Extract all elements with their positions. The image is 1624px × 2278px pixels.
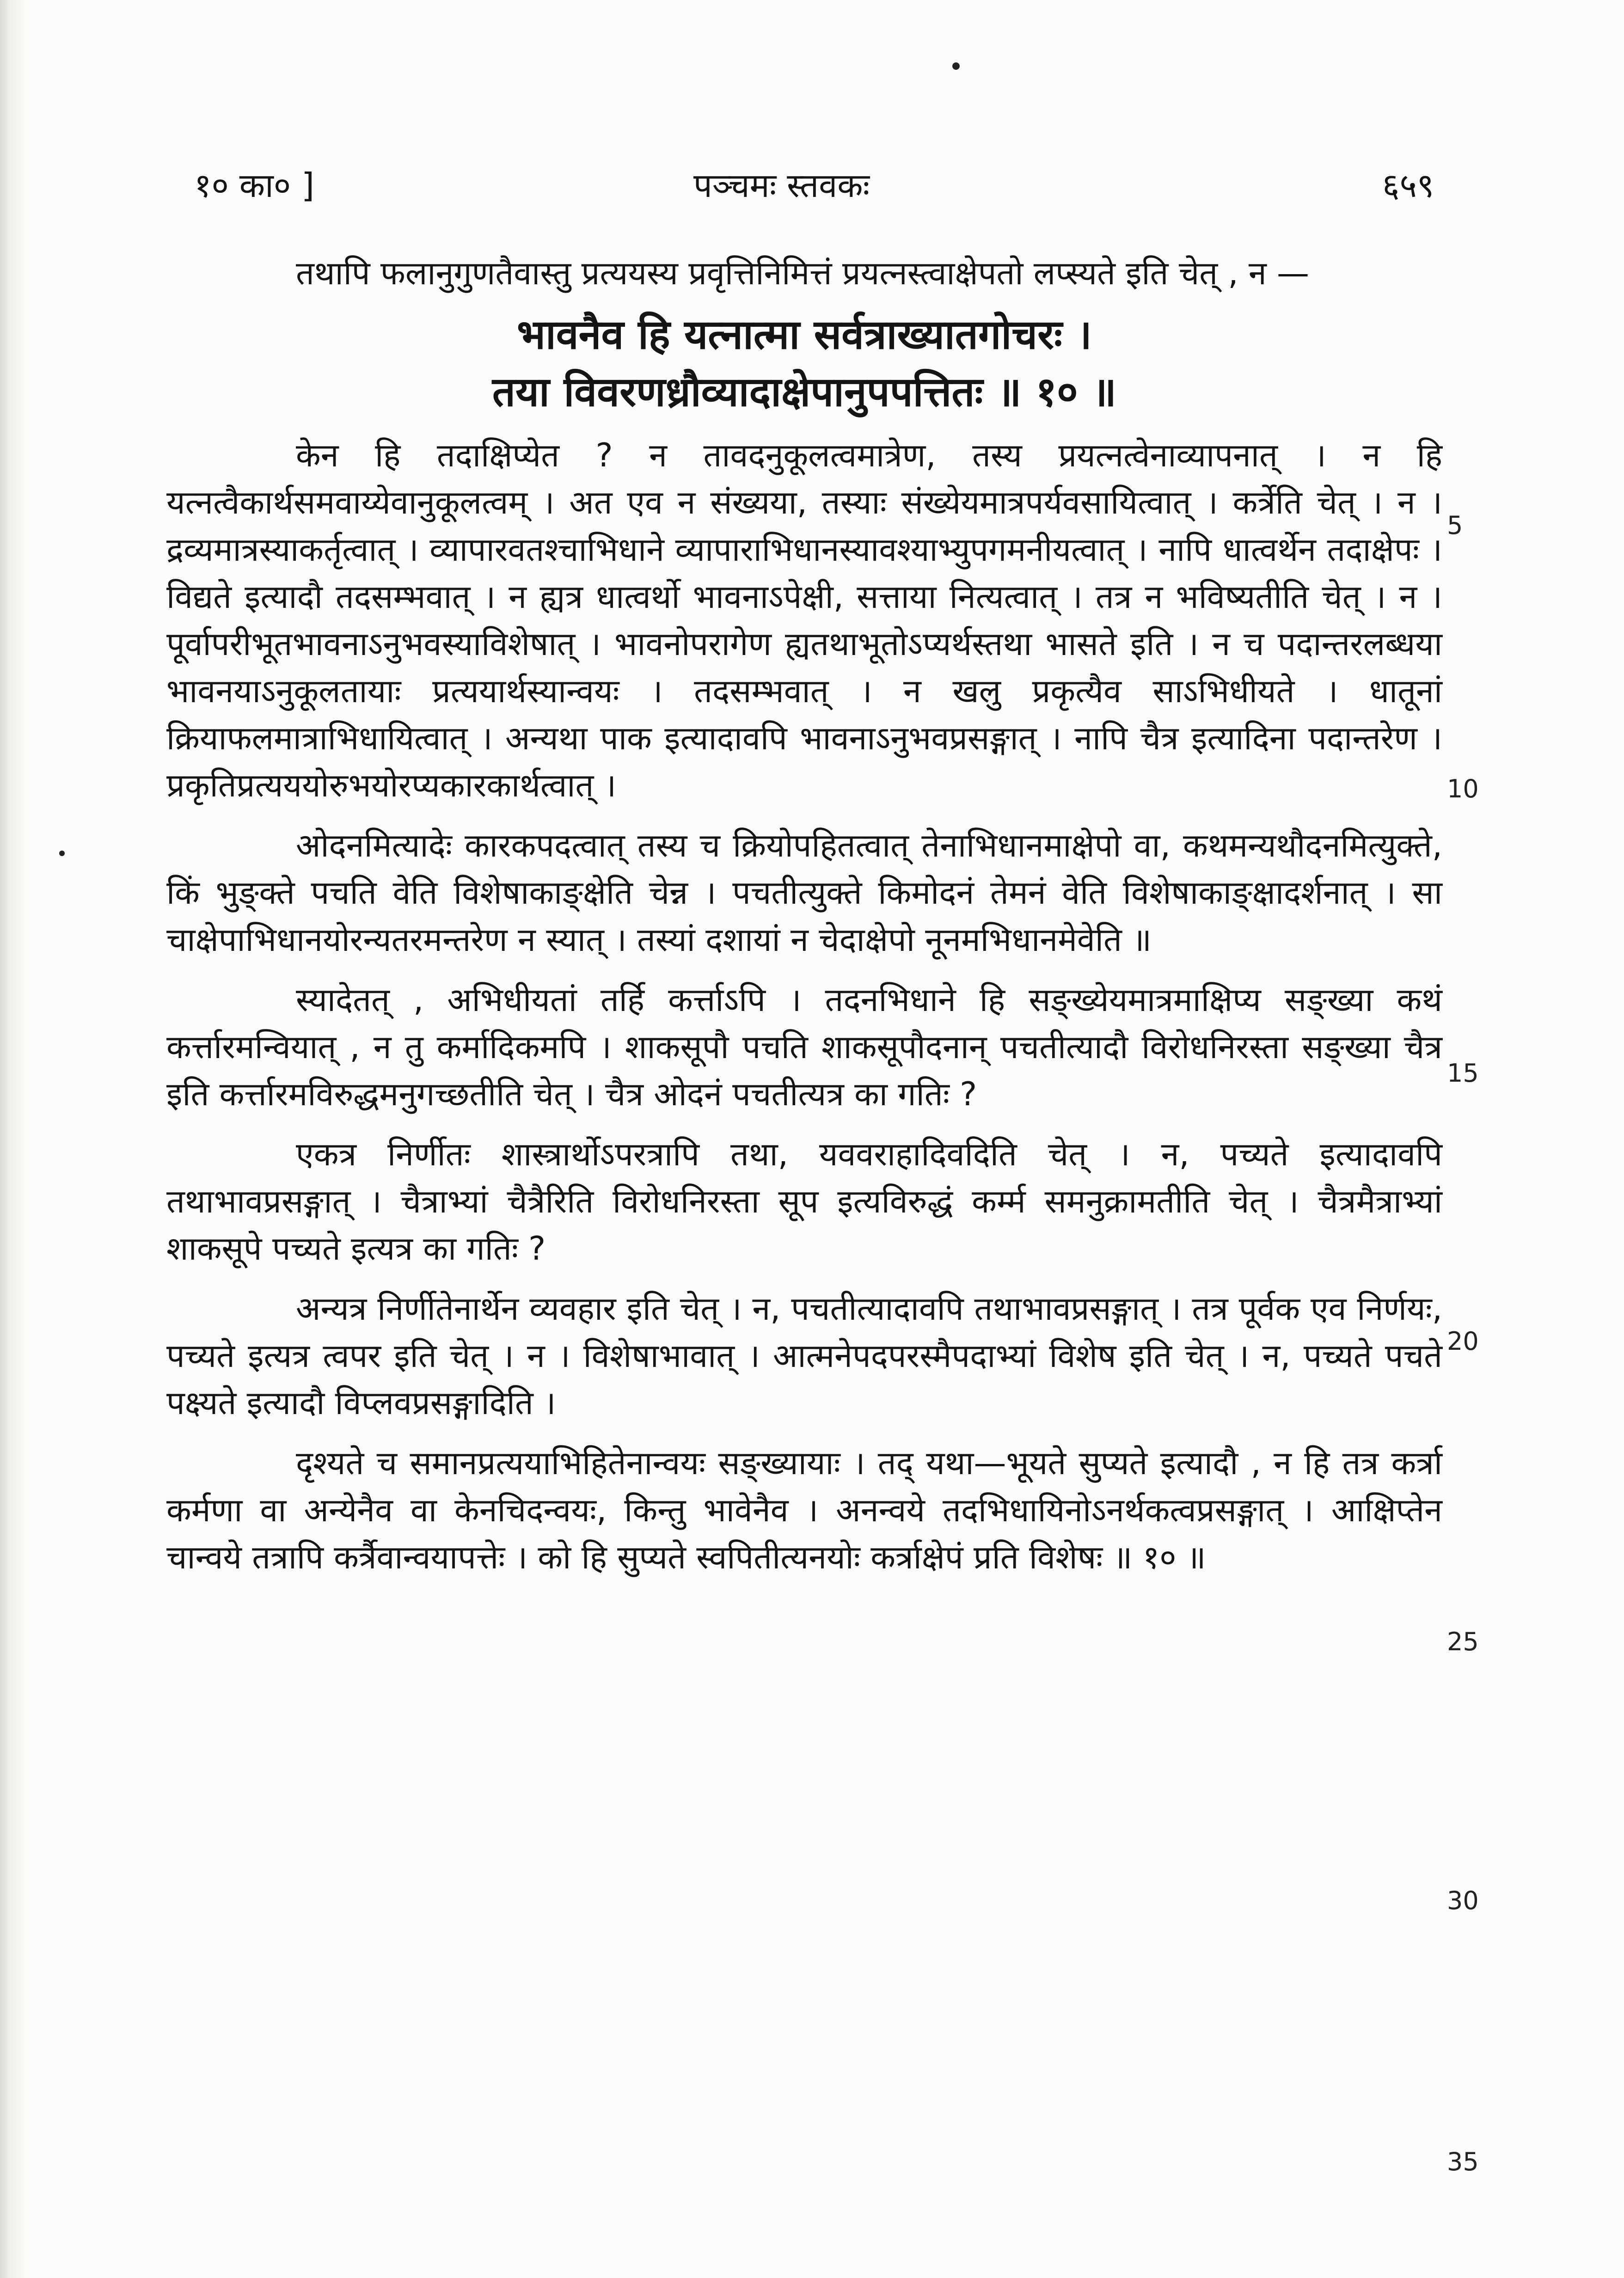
- page-binding-edge: [0, 0, 28, 2278]
- header-page-number: ६५९: [1382, 166, 1434, 205]
- line-number: 10: [1447, 774, 1479, 803]
- line-number: 25: [1447, 1627, 1479, 1656]
- karika-verse: [166, 306, 1442, 421]
- line-number: 15: [1447, 1059, 1479, 1088]
- commentary-paragraph: ओदनमित्यादेः कारकपदत्वात् तस्य च क्रियोपहितत्वात् तेनाभिधानमाक्षेपो वा, कथमन्यथौदनमित्युक्ते, किं भुङ्क्ते पचति वेति विशेषाकाङ्क्षेति चेन्न । पचतीत्युक्ते किमोदनं तेमनं वेति विशेषाकाङ्क्षादर्शनात् । सा चाक्षेपाभिधानयोरन्यतरमन्तरेण न स्यात् । तस्यां दशायां न चेदाक्षेपो नूनमभिधानमेवेति ॥: [166, 827, 1442, 959]
- verse-line-2: तया विवरणध्रौव्यादाक्षेपानुपपत्तितः ॥ १० ॥: [492, 368, 1117, 416]
- commentary-paragraph: स्यादेतत् , अभिधीयतां तर्हि कर्त्ताऽपि । तदनभिधाने हि सङ्ख्येयमात्रमाक्षिप्य सङ्ख्या कथं कर्त्तारमन्वियात् , न तु कर्मादिकमपि । शाकसूपौ पचति शाकसूपौदनान् पचतीत्यादौ विरोधनिरस्ता सङ्ख्या चैत्र इति कर्त्तारमविरुद्धमनुगच्छतीति चेत् । चैत्र ओदनं पचतीत्यत्र का गतिः ?: [166, 981, 1442, 1113]
- running-header: [0, 162, 1624, 217]
- commentary-paragraph: केन हि तदाक्षिप्येत ? न तावदनुकूलत्वमात्रेण, तस्य प्रयत्नत्वेनाव्यापनात् । न हि यत्नत्वैकार्थसमवाय्येवानुकूलत्वम् । अत एव न संख्यया, तस्याः संख्येयमात्रपर्यवसायित्वात् । कर्त्रेति चेत् । न । द्रव्यमात्रस्याकर्तृत्वात् । व्यापारवतश्चाभिधाने व्यापाराभिधानस्यावश्याभ्युपगमनीयत्वात् । नापि धात्वर्थेन तदाक्षेपः । विद्यते इत्यादौ तदसम्भवात् । न ह्यत्र धात्वर्थो भावनाऽपेक्षी, सत्ताया नित्यत्वात् । तत्र न भविष्यतीति चेत् । न । पूर्वापरीभूतभावनाऽनुभवस्याविशेषात् । भावनोपरागेण ह्यतथाभूतोऽप्यर्थस्तथा भासते इति । न च पदान्तरलब्धया भावनयाऽनुकूलतायाः प्रत्ययार्थस्यान्वयः । तदसम्भवात् । न खलु प्रकृत्यैव साऽभिधीयते । धातूनां क्रियाफलमात्राभिधायित्वात् । अन्यथा पाक इत्यादावपि भावनाऽनुभवप्रसङ्गात् । नापि चैत्र इत्यादिना पदान्तरेण । प्रकृतिप्रत्यययोरुभयोरप्यकारकार्थत्वात् ।: [166, 436, 1442, 804]
- header-chapter-title: पञ्चमः स्तवकः: [693, 166, 870, 205]
- commentary-paragraph: एकत्र निर्णीतः शास्त्रार्थोऽपरत्रापि तथा, यववराहादिवदिति चेत् । न, पच्यते इत्यादावपि तथाभावप्रसङ्गात् । चैत्राभ्यां चैत्रैरिति विरोधनिरस्ता सूप इत्यविरुद्धं कर्म्म समनुक्रामतीति चेत् । चैत्रमैत्राभ्यां शाकसूपे पच्यते इत्यत्र का गतिः ?: [166, 1135, 1442, 1268]
- commentary-paragraph: अन्यत्र निर्णीतेनार्थेन व्यवहार इति चेत् । न, पचतीत्यादावपि तथाभावप्रसङ्गात् । तत्र पूर्वक एव निर्णयः, पच्यते इत्यत्र त्वपर इति चेत् । न । विशेषाभावात् । आत्मनेपदपरस्मैपदाभ्यां विशेष इति चेत् । न, पच्यते पचते पक्ष्यते इत्यादौ विप्लवप्रसङ्गादिति ।: [166, 1290, 1442, 1422]
- commentary-paragraph: दृश्यते च समानप्रत्ययाभिहितेनान्वयः सङ्ख्यायाः । तद् यथा—भूयते सुप्यते इत्यादौ , न हि तत्र कर्त्रा कर्मणा वा अन्येनैव वा केनचिदन्वयः, किन्तु भावेनैव । अनन्वये तदभिधायिनोऽनर्थकत्वप्रसङ्गात् । आक्षिप्तेन चान्वये तत्रापि कर्त्रैवान्वयापत्तेः । को हि सुप्यते स्वपितीत्यनयोः कर्त्राक्षेपं प्रति विशेषः ॥ १० ॥: [166, 1444, 1442, 1576]
- line-number: 5: [1447, 511, 1463, 540]
- page-body: [166, 250, 1442, 1581]
- ink-speck: [59, 851, 65, 856]
- verse-line-1: भावनैव हि यत्नात्मा सर्वत्राख्यातगोचरः ।: [517, 311, 1092, 358]
- line-number: 35: [1447, 2147, 1479, 2176]
- header-karika-ref: १० का० ]: [194, 166, 315, 205]
- intro-paragraph: तथापि फलानुगुणतैवास्तु प्रत्ययस्य प्रवृत्तिनिमित्तं प्रयत्नस्त्वाक्षेपतो लप्स्यते इति चेत् , न —: [296, 254, 1310, 292]
- ink-speck: [952, 62, 960, 70]
- line-number: 20: [1447, 1327, 1479, 1356]
- line-number: 30: [1447, 1886, 1479, 1915]
